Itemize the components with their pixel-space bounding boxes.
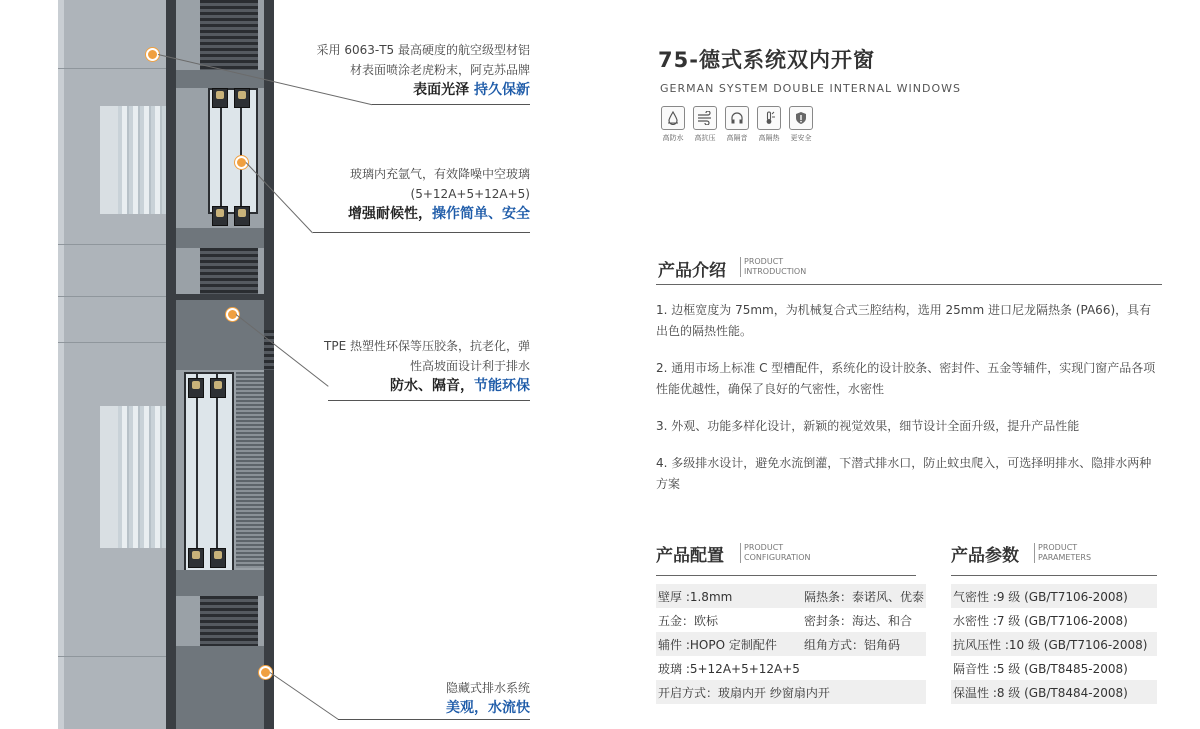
callout-text: 采用 6063-T5 最高硬度的航空级型材铝 bbox=[316, 43, 530, 57]
section-subheading bbox=[1034, 543, 1091, 563]
feature-soundproof bbox=[724, 106, 750, 143]
shield-icon bbox=[789, 106, 813, 130]
callout-text: (5+12A+5+12A+5) bbox=[410, 187, 530, 201]
table-row bbox=[951, 584, 1157, 608]
callout-highlight bbox=[300, 80, 530, 100]
page-title: 75-德式系统双内开窗 bbox=[658, 48, 875, 72]
headphones-icon bbox=[725, 106, 749, 130]
table-row bbox=[951, 632, 1157, 656]
section-divider bbox=[951, 575, 1157, 576]
feature-label: 高隔音 bbox=[726, 134, 748, 142]
table-cell: 开启方式：玻扇内开 纱窗扇内开 bbox=[656, 680, 926, 704]
callout-gasket bbox=[300, 336, 530, 396]
highlight-blue: 节能环保 bbox=[474, 378, 530, 394]
table-cell: 气密性 :9 级 (GB/T7106-2008) bbox=[951, 584, 1157, 608]
lower-glass bbox=[118, 406, 166, 548]
table-cell: 密封条：海达、和合 bbox=[803, 613, 912, 628]
table-row bbox=[656, 632, 926, 656]
section-heading: 产品参数 bbox=[951, 546, 1019, 566]
thermometer-icon bbox=[757, 106, 781, 130]
groove-line bbox=[58, 656, 166, 657]
spacer-bar bbox=[210, 378, 226, 398]
groove-line bbox=[58, 68, 166, 69]
table-cell: 隔热条：泰诺风、优泰 bbox=[802, 584, 926, 608]
table-cell: 保温性 :8 级 (GB/T8484-2008) bbox=[951, 680, 1157, 704]
callout-underline bbox=[328, 400, 530, 401]
feature-label: 高抗压 bbox=[694, 134, 716, 142]
section-heading: 产品介绍 bbox=[658, 261, 726, 281]
feature-label: 高防水 bbox=[662, 134, 684, 142]
intro-paragraph: 2. 通用市场上标准 C 型槽配件，系统化的设计胶条、密封件、五金等辅件，实现门窗产品各项性能优越性，确保了良好的气密性，水密性 bbox=[656, 361, 1156, 396]
feature-insulation bbox=[756, 106, 782, 143]
sash-edge bbox=[58, 0, 64, 729]
intro-paragraph: 3. 外观、功能多样化设计，新颖的视觉效果，细节设计全面升级，提升产品性能 bbox=[656, 419, 1080, 433]
spacer-bar bbox=[234, 206, 250, 226]
highlight-black: 防水、隔音， bbox=[390, 378, 474, 394]
table-cell: 壁厚 :1.8mm bbox=[656, 584, 802, 608]
table-cell: 水密性 :7 级 (GB/T7106-2008) bbox=[953, 613, 1128, 628]
callout-text: 性高坡面设计利于排水 bbox=[409, 359, 530, 373]
upper-glass bbox=[118, 106, 166, 214]
spacer-bar bbox=[212, 88, 228, 108]
glass-pane-line bbox=[240, 90, 242, 210]
spacer-bar bbox=[188, 548, 204, 568]
feature-pressure bbox=[692, 106, 718, 143]
callout-underline bbox=[338, 719, 530, 720]
params-table bbox=[951, 584, 1157, 704]
table-row bbox=[656, 656, 926, 680]
profile-chamber bbox=[176, 646, 264, 729]
table-row bbox=[656, 680, 926, 704]
wind-icon bbox=[693, 106, 717, 130]
highlight-blue: 美观，水流快 bbox=[446, 700, 530, 716]
section-divider bbox=[656, 284, 1162, 285]
frame-wall bbox=[166, 0, 176, 729]
highlight-black: 表面光泽 bbox=[413, 82, 474, 98]
callout-underline bbox=[313, 232, 530, 233]
section-heading: 产品配置 bbox=[656, 546, 724, 566]
callout-highlight bbox=[300, 376, 530, 396]
insulated-glass-lower bbox=[184, 372, 234, 572]
params-section-header bbox=[951, 541, 1019, 566]
config-section-header bbox=[656, 541, 724, 566]
config-table bbox=[656, 584, 926, 704]
section-subheading bbox=[740, 543, 811, 563]
table-cell: 隔音性 :5 级 (GB/T8485-2008) bbox=[953, 661, 1128, 676]
profile-chamber bbox=[176, 300, 264, 370]
thermal-break bbox=[200, 248, 258, 294]
section-sub-line: INTRODUCTION bbox=[744, 267, 807, 276]
table-row bbox=[656, 584, 926, 608]
spacer-bar bbox=[210, 548, 226, 568]
callout-text: 材表面喷涂老虎粉末，阿克苏品牌 bbox=[349, 63, 530, 77]
feature-label: 高隔热 bbox=[758, 134, 780, 142]
table-cell: 辅件 :HOPO 定制配件 bbox=[656, 632, 802, 656]
section-sub-line: CONFIGURATION bbox=[744, 553, 811, 562]
intro-paragraph: 4. 多级排水设计，避免水流倒灌，下潜式排水口，防止蚊虫爬入，可选择明排水、隐排水两种方案 bbox=[656, 456, 1152, 491]
table-row bbox=[656, 608, 926, 632]
thermal-break bbox=[200, 0, 258, 70]
table-cell: 五金：欧标 bbox=[658, 613, 719, 628]
intro-section-header bbox=[658, 256, 726, 281]
table-cell bbox=[802, 656, 926, 680]
window-profile-illustration bbox=[0, 0, 290, 729]
callout-highlight bbox=[300, 698, 530, 718]
profile-chamber bbox=[176, 70, 264, 88]
spacer-bar bbox=[188, 378, 204, 398]
section-sub-line: PRODUCT bbox=[1038, 543, 1078, 552]
screen-mesh bbox=[236, 372, 264, 568]
callout-highlight bbox=[300, 204, 530, 224]
feature-waterproof bbox=[660, 106, 686, 143]
callout-underline bbox=[372, 104, 530, 105]
feature-label: 更安全 bbox=[790, 134, 812, 142]
highlight-blue: 操作简单、安全 bbox=[432, 206, 530, 222]
profile-chamber bbox=[176, 228, 264, 248]
water-drop-icon bbox=[661, 106, 685, 130]
table-cell: 抗风压性 :10 级 (GB/T7106-2008) bbox=[951, 632, 1157, 656]
table-row bbox=[951, 608, 1157, 632]
groove-line bbox=[58, 244, 166, 245]
table-row bbox=[951, 656, 1157, 680]
table-row bbox=[951, 680, 1157, 704]
callout-text: 隐藏式排水系统 bbox=[445, 681, 530, 695]
page-subtitle: GERMAN SYSTEM DOUBLE INTERNAL WINDOWS bbox=[660, 82, 961, 95]
feature-safety bbox=[788, 106, 814, 143]
spacer-bar bbox=[212, 206, 228, 226]
callout-text: 玻璃内充氩气，有效降噪中空玻璃 bbox=[349, 167, 530, 181]
callout-glass bbox=[300, 164, 530, 224]
highlight-black: 增强耐候性， bbox=[348, 206, 432, 222]
profile-chamber bbox=[176, 570, 264, 596]
section-sub-line: PRODUCT bbox=[744, 257, 784, 266]
callout-surface bbox=[300, 40, 530, 100]
groove-line bbox=[58, 296, 166, 297]
glass-pane-line bbox=[220, 90, 222, 210]
callout-drainage bbox=[300, 678, 530, 718]
glass-pane-line bbox=[216, 374, 218, 568]
highlight-blue: 持久保新 bbox=[474, 82, 530, 98]
section-sub-line: PRODUCT bbox=[744, 543, 784, 552]
table-cell: 玻璃 :5+12A+5+12A+5 bbox=[658, 661, 800, 676]
spacer-bar bbox=[234, 88, 250, 108]
intro-paragraph: 1. 边框宽度为 75mm，为机械复合式三腔结构，选用 25mm 进口尼龙隔热条 (PA66)，具有出色的隔热性能。 bbox=[656, 303, 1152, 338]
section-sub-line: PARAMETERS bbox=[1038, 553, 1092, 562]
section-divider bbox=[656, 575, 916, 576]
table-cell: 组角方式：铝角码 bbox=[802, 632, 926, 656]
groove-line bbox=[58, 342, 166, 343]
glass-pane-line bbox=[196, 374, 198, 568]
thermal-break bbox=[200, 596, 258, 646]
callout-text: TPE 热塑性环保等压胶条，抗老化，弹 bbox=[324, 339, 530, 353]
section-subheading bbox=[740, 257, 806, 277]
